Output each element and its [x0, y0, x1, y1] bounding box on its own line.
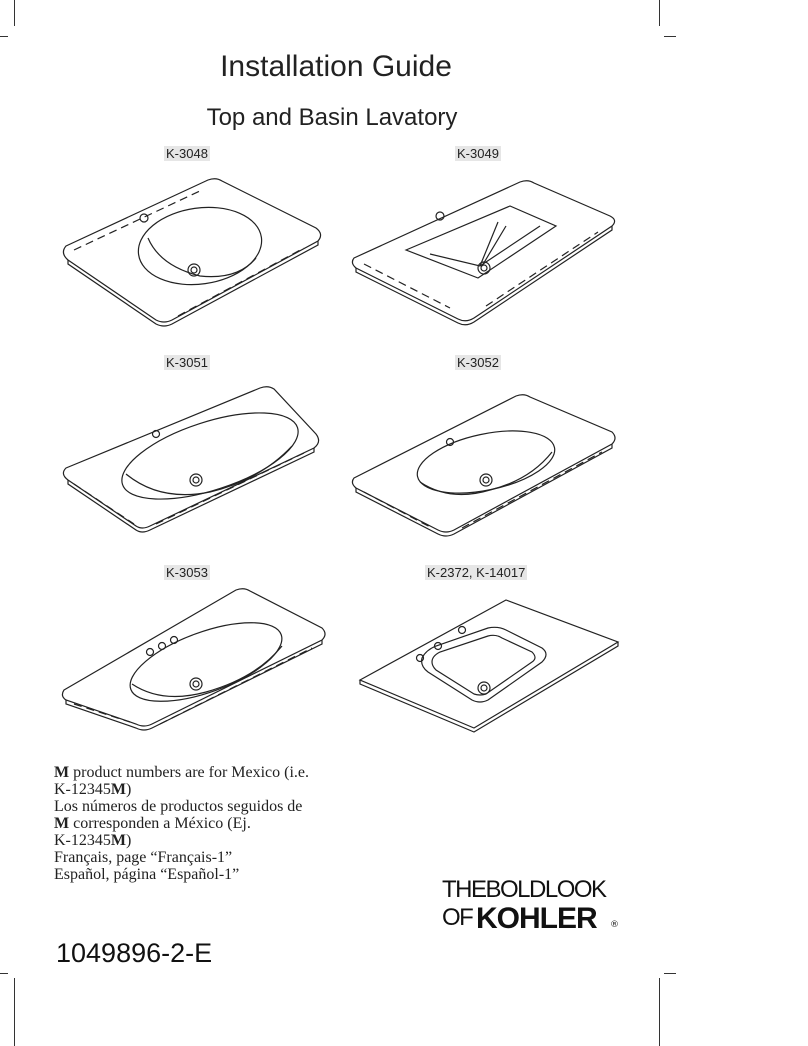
model-label-k3048: K-3048 — [166, 146, 208, 161]
crop-mark — [0, 36, 8, 37]
note-line-7: Español, página “Español-1” — [54, 866, 240, 883]
note-bold-m: M — [54, 815, 70, 832]
document-number: 1049896-2-E — [56, 938, 213, 968]
note-bold-m: M — [110, 781, 126, 798]
page-title: Installation Guide — [220, 50, 452, 83]
oval-basin-lavatory-icon — [60, 376, 330, 546]
note-line-3: Los números de productos seguidos de — [54, 798, 303, 815]
square-basin-lavatory-icon — [350, 168, 620, 328]
model-label-k3053: K-3053 — [166, 565, 208, 580]
note-line-4: corresponden a México (Ej. — [69, 815, 251, 832]
model-label-k2372-k14017: K-2372, K-14017 — [427, 565, 526, 580]
logo-tagline: THEBOLDLOOK — [442, 876, 606, 903]
crop-mark — [0, 973, 8, 974]
model-label-k3049: K-3049 — [457, 146, 499, 161]
registered-mark: ® — [610, 920, 619, 930]
logo-of: OF — [442, 904, 473, 931]
note-line-2-suffix: ) — [126, 781, 132, 798]
note-line-2: K-12345 — [54, 781, 111, 798]
model-label-k3051: K-3051 — [166, 355, 208, 370]
crop-mark — [14, 0, 15, 26]
page-subtitle: Top and Basin Lavatory — [206, 104, 458, 131]
model-label-k3052: K-3052 — [457, 355, 499, 370]
oval-basin-three-hole-lavatory-icon — [60, 586, 330, 736]
note-line-1: product numbers are for Mexico (i.e. — [69, 764, 310, 781]
crop-mark — [659, 978, 660, 1046]
crop-mark — [664, 973, 676, 974]
oval-basin-lavatory-icon — [350, 390, 620, 540]
rectangular-basin-three-hole-lavatory-icon — [356, 596, 626, 742]
round-basin-lavatory-icon — [60, 168, 330, 338]
crop-mark — [14, 978, 15, 1046]
crop-mark — [659, 0, 660, 26]
product-number-note — [54, 764, 309, 883]
logo-brand: KOHLER — [476, 902, 597, 935]
note-bold-m: M — [54, 764, 70, 781]
kohler-logo — [442, 876, 622, 940]
note-line-5-suffix: ) — [126, 832, 132, 849]
note-line-5: K-12345 — [54, 832, 111, 849]
note-bold-m: M — [110, 832, 126, 849]
crop-mark — [664, 36, 676, 37]
note-line-6: Français, page “Français-1” — [54, 849, 233, 866]
